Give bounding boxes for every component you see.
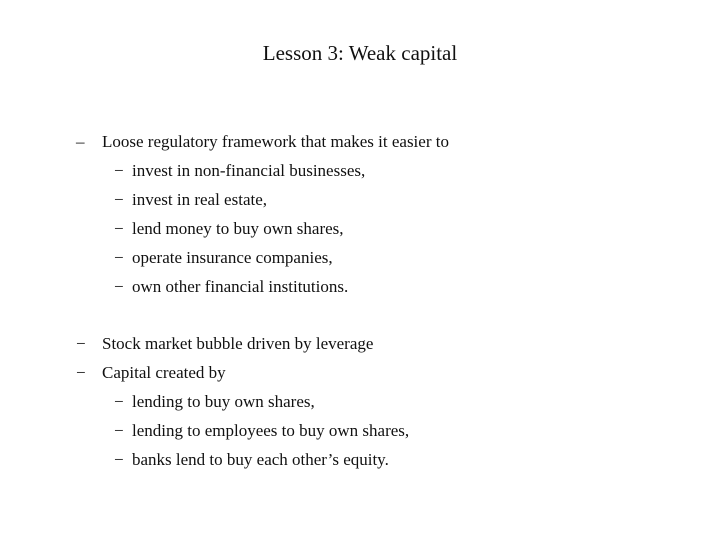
sub-bullet-text: lending to employees to buy own shares, [132, 421, 410, 440]
sub-bullet-text: lend money to buy own shares, [132, 219, 344, 238]
bullet-regulatory-framework [76, 131, 449, 153]
sub-bullet-item [114, 276, 348, 298]
sub-bullet-item [114, 160, 365, 182]
dash-bullet: − [114, 248, 124, 267]
bullet-text: Stock market bubble driven by leverage [102, 334, 374, 353]
dash-bullet: − [114, 450, 124, 469]
bullet-text: Capital created by [102, 363, 226, 382]
sub-bullet-item [114, 391, 315, 413]
bullet-text: Loose regulatory framework that makes it easier to [102, 132, 449, 151]
sub-bullet-item [114, 247, 333, 269]
sub-bullet-item [114, 449, 389, 471]
dash-bullet: − [76, 334, 86, 353]
sub-bullet-item [114, 189, 267, 211]
sub-bullet-text: operate insurance companies, [132, 248, 333, 267]
dash-bullet: − [114, 190, 124, 209]
sub-bullet-text: lending to buy own shares, [132, 392, 315, 411]
bullet-capital-created-by [76, 362, 226, 384]
dash-bullet: − [76, 363, 86, 382]
sub-bullet-text: invest in non-financial businesses, [132, 161, 366, 180]
sub-bullet-text: own other financial institutions. [132, 277, 349, 296]
sub-bullet-item [114, 420, 409, 442]
sub-bullet-text: invest in real estate, [132, 190, 268, 209]
sub-bullet-text: banks lend to buy each other’s equity. [132, 450, 389, 469]
dash-bullet: – [76, 132, 85, 151]
dash-bullet: − [114, 161, 124, 180]
bullet-stock-market-bubble [76, 333, 373, 355]
dash-bullet: − [114, 392, 124, 411]
dash-bullet: − [114, 219, 124, 238]
slide-title: Lesson 3: Weak capital [262, 41, 458, 65]
dash-bullet: − [114, 277, 124, 296]
dash-bullet: − [114, 421, 124, 440]
sub-bullet-item [114, 218, 344, 240]
